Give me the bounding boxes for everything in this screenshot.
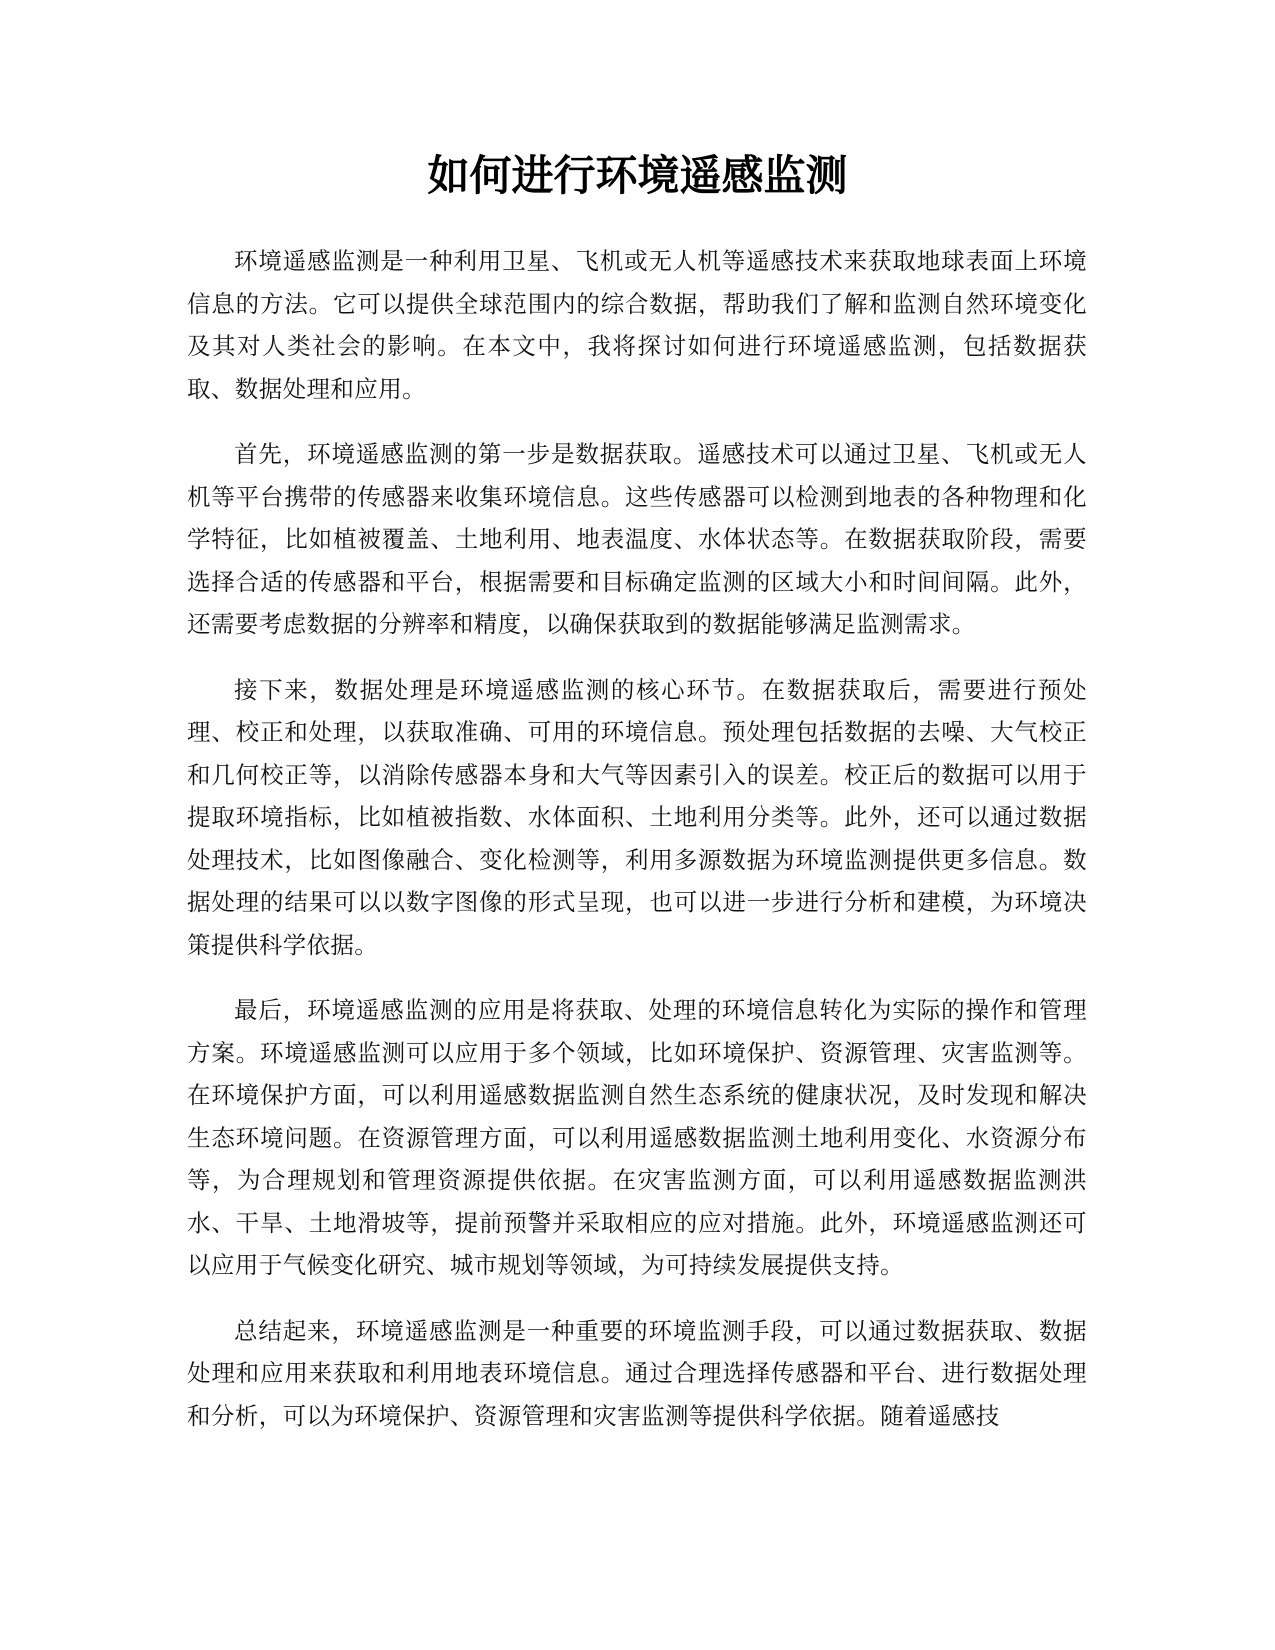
document-body (187, 240, 1087, 1460)
paragraph-data-acquisition: 首先，环境遥感监测的第一步是数据获取。遥感技术可以通过卫星、飞机或无人机等平台携带的传感器来收集环境信息。这些传感器可以检测到地表的各种物理和化学特征，比如植被覆盖、土地利用、地表温度、水体状态等。在数据获取阶段，需要选择合适的传感器和平台，根据需要和目标确定监测的区域大小和时间间隔。此外，还需要考虑数据的分辨率和精度，以确保获取到的数据能够满足监测需求。 (187, 440, 1087, 638)
paragraph-summary: 总结起来，环境遥感监测是一种重要的环境监测手段，可以通过数据获取、数据处理和应用来获取和利用地表环境信息。通过合理选择传感器和平台、进行数据处理和分析，可以为环境保护、资源管理和灾害监测等提供科学依据。随着遥感技 (187, 1316, 1087, 1430)
paragraph-intro: 环境遥感监测是一种利用卫星、飞机或无人机等遥感技术来获取地球表面上环境信息的方法。它可以提供全球范围内的综合数据，帮助我们了解和监测自然环境变化及其对人类社会的影响。在本文中，我将探讨如何进行环境遥感监测，包括数据获取、数据处理和应用。 (187, 247, 1087, 403)
page-title: 如何进行环境遥感监测 (427, 151, 848, 200)
paragraph-application: 最后，环境遥感监测的应用是将获取、处理的环境信息转化为实际的操作和管理方案。环境遥感监测可以应用于多个领域，比如环境保护、资源管理、灾害监测等。在环境保护方面，可以利用遥感数据监测自然生态系统的健康状况，及时发现和解决生态环境问题。在资源管理方面，可以利用遥感数据监测土地利用变化、水资源分布等，为合理规划和管理资源提供依据。在灾害监测方面，可以利用遥感数据监测洪水、干旱、土地滑坡等，提前预警并采取相应的应对措施。此外，环境遥感监测还可以应用于气候变化研究、城市规划等领域，为可持续发展提供支持。 (187, 996, 1087, 1279)
paragraph-data-processing: 接下来，数据处理是环境遥感监测的核心环节。在数据获取后，需要进行预处理、校正和处理，以获取准确、可用的环境信息。预处理包括数据的去噪、大气校正和几何校正等，以消除传感器本身和大气等因素引入的误差。校正后的数据可以用于提取环境指标，比如植被指数、水体面积、土地利用分类等。此外，还可以通过数据处理技术，比如图像融合、变化检测等，利用多源数据为环境监测提供更多信息。数据处理的结果可以以数字图像的形式呈现，也可以进一步进行分析和建模，为环境决策提供科学依据。 (187, 675, 1087, 959)
